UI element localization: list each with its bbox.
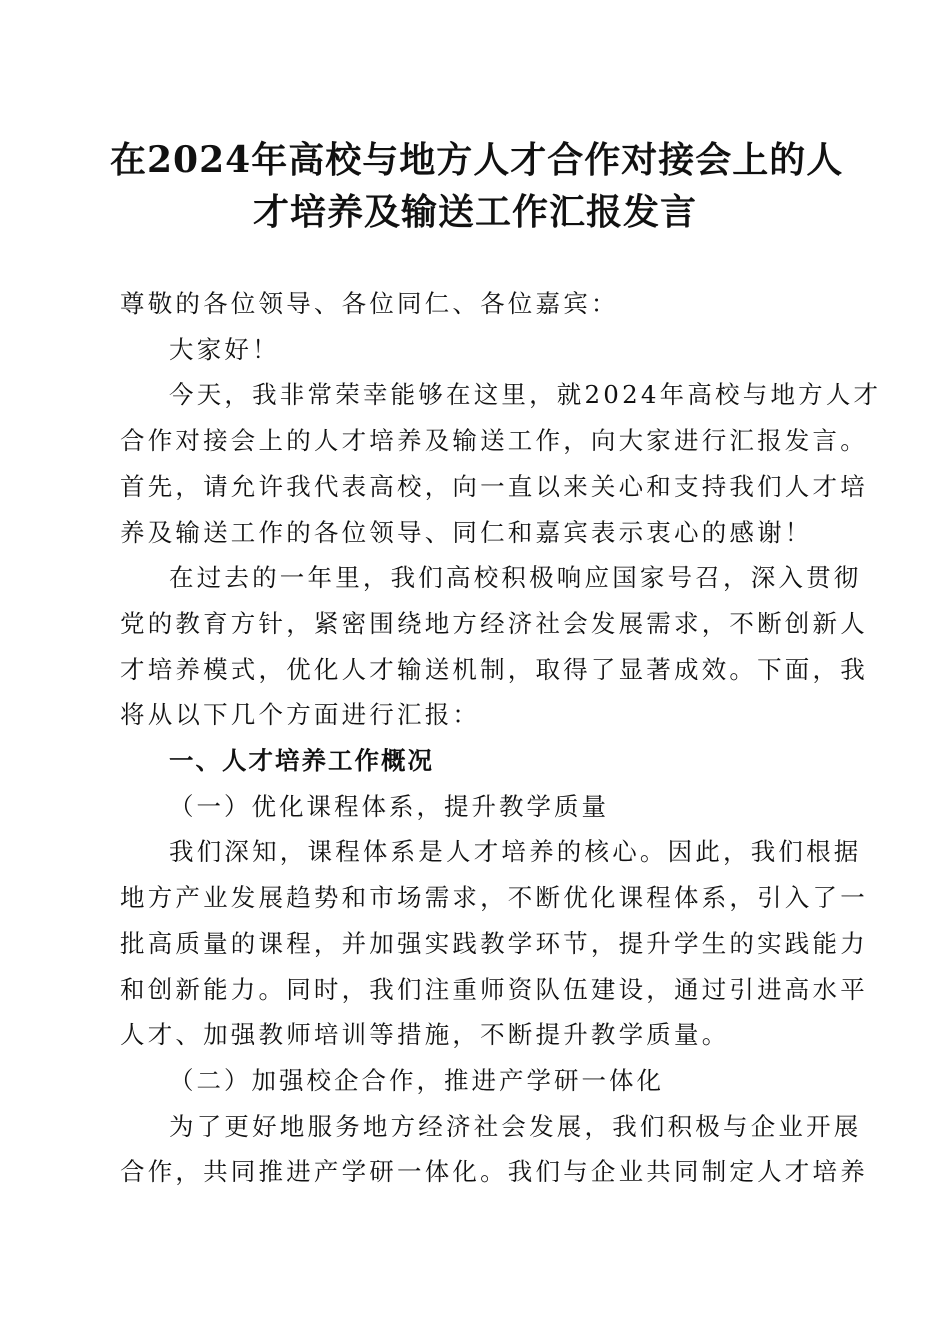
paragraph-line: 为了更好地服务地方经济社会发展，我们积极与企业开展 [169, 1111, 862, 1141]
paragraph-line: 今天，我非常荣幸能够在这里，就2024年高校与地方人才 [169, 380, 882, 410]
paragraph-line: 合作，共同推进产学研一体化。我们与企业共同制定人才培养 [120, 1157, 868, 1187]
paragraph-line: 在过去的一年里，我们高校积极响应国家号召，深入贯彻 [169, 563, 862, 593]
paragraph-line: 地方产业发展趋势和市场需求，不断优化课程体系，引入了一 [120, 883, 868, 913]
paragraph-line: 将从以下几个方面进行汇报： [120, 700, 481, 730]
greeting: 大家好！ [169, 334, 280, 364]
paragraph-line: 人才、加强教师培训等措施，不断提升教学质量。 [120, 1020, 730, 1050]
title-line-2: 才培养及输送工作汇报发言 [252, 191, 697, 233]
paragraph-line: 首先，请允许我代表高校，向一直以来关心和支持我们人才培 [120, 471, 868, 501]
paragraph-line: 我们深知，课程体系是人才培养的核心。因此，我们根据 [169, 837, 862, 867]
paragraph-line: 批高质量的课程，并加强实践教学环节，提升学生的实践能力 [120, 928, 868, 958]
section-heading: 一、人才培养工作概况 [169, 746, 434, 775]
document-title [110, 134, 844, 238]
subsection-heading: （一）优化课程体系，提升教学质量 [169, 791, 609, 821]
subsection-heading: （二）加强校企合作，推进产学研一体化 [169, 1065, 664, 1095]
title-line-1: 在2024年高校与地方人才合作对接会上的人 [110, 139, 844, 181]
paragraph-line: 党的教育方针，紧密围绕地方经济社会发展需求，不断创新人 [120, 608, 868, 638]
paragraph-line: 养及输送工作的各位领导、同仁和嘉宾表示衷心的感谢！ [120, 517, 813, 547]
paragraph-line: 和创新能力。同时，我们注重师资队伍建设，通过引进高水平 [120, 974, 868, 1004]
salutation: 尊敬的各位领导、各位同仁、各位嘉宾： [120, 289, 619, 318]
paragraph-line: 合作对接会上的人才培养及输送工作，向大家进行汇报发言。 [120, 426, 868, 456]
paragraph-line: 才培养模式，优化人才输送机制，取得了显著成效。下面，我 [120, 654, 868, 684]
